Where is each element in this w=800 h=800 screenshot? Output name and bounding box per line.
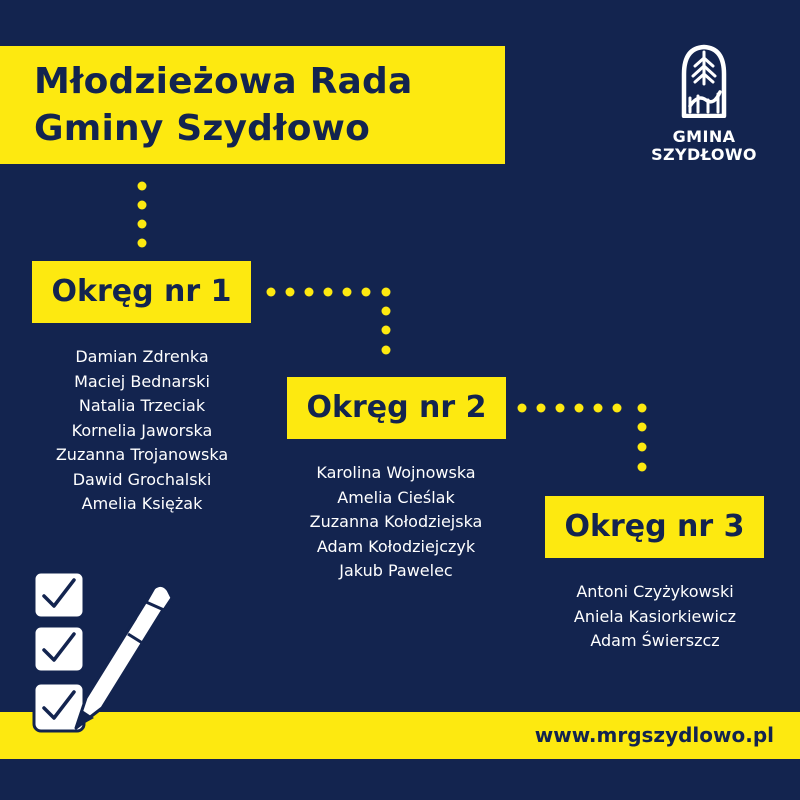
member-name: Natalia Trzeciak — [78, 396, 206, 415]
district-3-members — [535, 580, 775, 654]
page-title-line-1: Młodzieżowa Rada — [34, 61, 413, 102]
logo-text-gmina: GMINA — [672, 127, 736, 146]
member-name: Zuzanna Kołodziejska — [309, 512, 483, 531]
member-name: Dawid Grochalski — [72, 469, 212, 489]
district-3-label: Okręg nr 3 — [545, 496, 764, 558]
member-name: Karolina Wojnowska — [316, 463, 476, 482]
checklist-icon — [30, 568, 180, 738]
member-name: Adam Świerszcz — [590, 631, 720, 650]
member-name: Jakub Pawelec — [339, 561, 453, 580]
member-name: Amelia Księżak — [81, 494, 203, 513]
pen-icon — [76, 585, 172, 728]
member-name: Zuzanna Trojanowska — [55, 445, 229, 464]
member-name: Adam Kołodziejczyk — [316, 536, 476, 556]
district-2-label: Okręg nr 2 — [287, 377, 506, 439]
logo-text-szydlowo: SZYDŁOWO — [651, 145, 757, 164]
district-1-members — [20, 345, 264, 517]
member-name: Maciej Bednarski — [74, 371, 210, 391]
district-2-members — [273, 461, 519, 584]
district-1-label: Okręg nr 1 — [32, 261, 251, 323]
member-name: Amelia Cieślak — [337, 487, 455, 507]
member-name: Antoni Czyżykowski — [576, 582, 734, 601]
member-name: Kornelia Jaworska — [71, 420, 213, 440]
website-link[interactable]: www.mrgszydlowo.pl — [534, 723, 774, 747]
member-name: Damian Zdrenka — [75, 347, 209, 366]
page-title-line-2: Gminy Szydłowo — [34, 108, 371, 149]
member-name: Aniela Kasiorkiewicz — [573, 606, 737, 626]
